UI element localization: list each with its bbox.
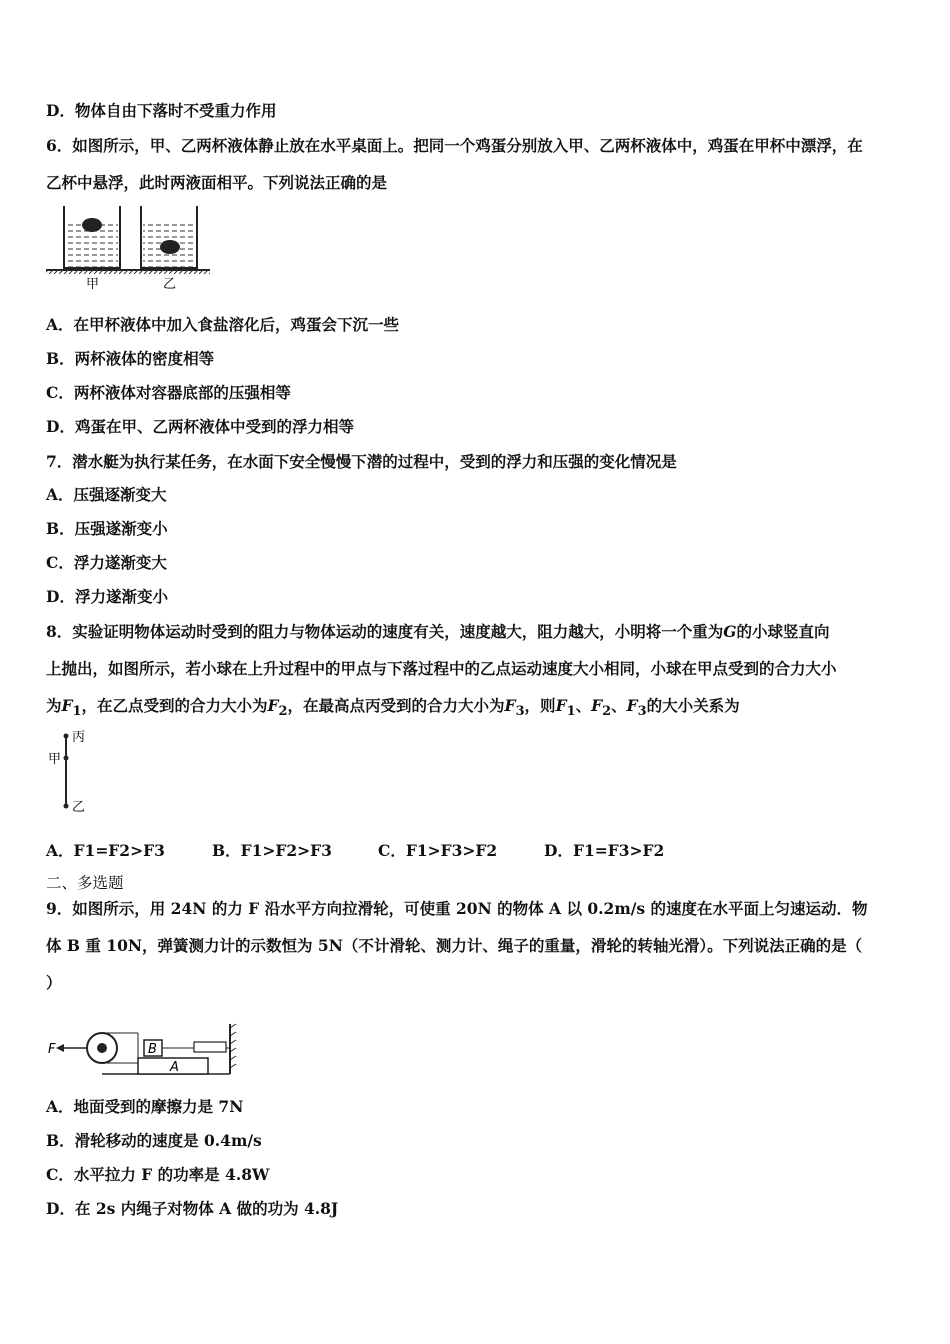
point-bing [64, 734, 69, 739]
q8-option-d: D．F1=F3>F2 [544, 841, 665, 860]
egg-a [82, 218, 102, 232]
q7-option-a: A．压强逐渐变大 [46, 485, 167, 504]
q6-option-d: D．鸡蛋在甲、乙两杯液体中受到的浮力相等 [46, 417, 354, 436]
q9-pulley-figure [44, 1020, 240, 1082]
q9-stem-line1: 9．如图所示，用 24N 的力 F 沿水平方向拉滑轮，可使重 20N 的物体 A 以 0.2m/s 的速度在水平面上匀速运动．物 [46, 899, 868, 918]
q9-option-c: C．水平拉力 F 的功率是 4.8W [46, 1165, 270, 1184]
label-jia: 甲 [48, 752, 62, 767]
q8-option-a: A．F1=F2>F3 [46, 841, 165, 860]
q9-option-b: B．滑轮移动的速度是 0.4m/s [46, 1131, 262, 1150]
point-yi [64, 804, 69, 809]
point-jia [64, 756, 69, 761]
section-heading-multi-choice: 二、多选题 [46, 874, 124, 892]
q9-option-d: D．在 2s 内绳子对物体 A 做的功为 4.8J [46, 1199, 339, 1218]
beaker-b-label: 乙 [163, 277, 177, 292]
q6-option-c: C．两杯液体对容器底部的压强相等 [46, 383, 291, 402]
beaker-a-label: 甲 [86, 277, 100, 292]
q8-stem-line3: 为$F_1$，在乙点受到的合力大小为$F_2$，在最高点丙受到的合力大小为$F_3$，则$F_1$、$F_2$、$F_3$的大小关系为 [46, 696, 740, 720]
q6-option-b: B．两杯液体的密度相等 [46, 349, 215, 368]
q6-stem-line1: 6．如图所示，甲、乙两杯液体静止放在水平桌面上。把同一个鸡蛋分别放入甲、乙两杯液体中，鸡蛋在甲杯中漂浮，在 [46, 136, 863, 155]
egg-b [160, 240, 180, 254]
block-a-label: A [170, 1060, 179, 1075]
q8-ball-path-figure [44, 726, 104, 816]
force-label: F [48, 1042, 56, 1057]
q9-option-a: A．地面受到的摩擦力是 7N [46, 1097, 244, 1116]
q9-stem-line3: ） [46, 973, 62, 992]
q6-stem-line2: 乙杯中悬浮，此时两液面相平。下列说法正确的是 [46, 173, 388, 192]
q8-option-b: B．F1>F2>F3 [212, 841, 332, 860]
q8-stem-line1: 8．实验证明物体运动时受到的阻力与物体运动的速度有关，速度越大，阻力越大，小明将一个重为G的小球竖直向 [46, 622, 830, 641]
q5-option-d: D．物体自由下落时不受重力作用 [46, 101, 277, 120]
label-yi: 乙 [72, 800, 86, 815]
q7-stem: 7．潜水艇为执行某任务，在水面下安全慢慢下潜的过程中，受到的浮力和压强的变化情况是 [46, 452, 677, 471]
q7-option-b: B．压强遂渐变小 [46, 519, 168, 538]
label-bing: 丙 [72, 730, 86, 745]
q6-beakers-figure [44, 204, 214, 296]
q8-option-c: C．F1>F3>F2 [378, 841, 498, 860]
q7-option-d: D．浮力遂渐变小 [46, 587, 168, 606]
q9-stem-line2: 体 B 重 10N，弹簧测力计的示数恒为 5N（不计滑轮、测力计、绳子的重量，滑轮的转轴光滑）。下列说法正确的是（ [46, 936, 863, 955]
q8-stem-line2: 上抛出，如图所示，若小球在上升过程中的甲点与下落过程中的乙点运动速度大小相同，小球在甲点受到的合力大小 [46, 659, 837, 678]
q7-option-c: C．浮力遂渐变大 [46, 553, 167, 572]
spring-scale [194, 1042, 226, 1052]
block-b-label: B [148, 1042, 157, 1057]
q6-option-a: A．在甲杯液体中加入食盐溶化后，鸡蛋会下沉一些 [46, 315, 400, 334]
